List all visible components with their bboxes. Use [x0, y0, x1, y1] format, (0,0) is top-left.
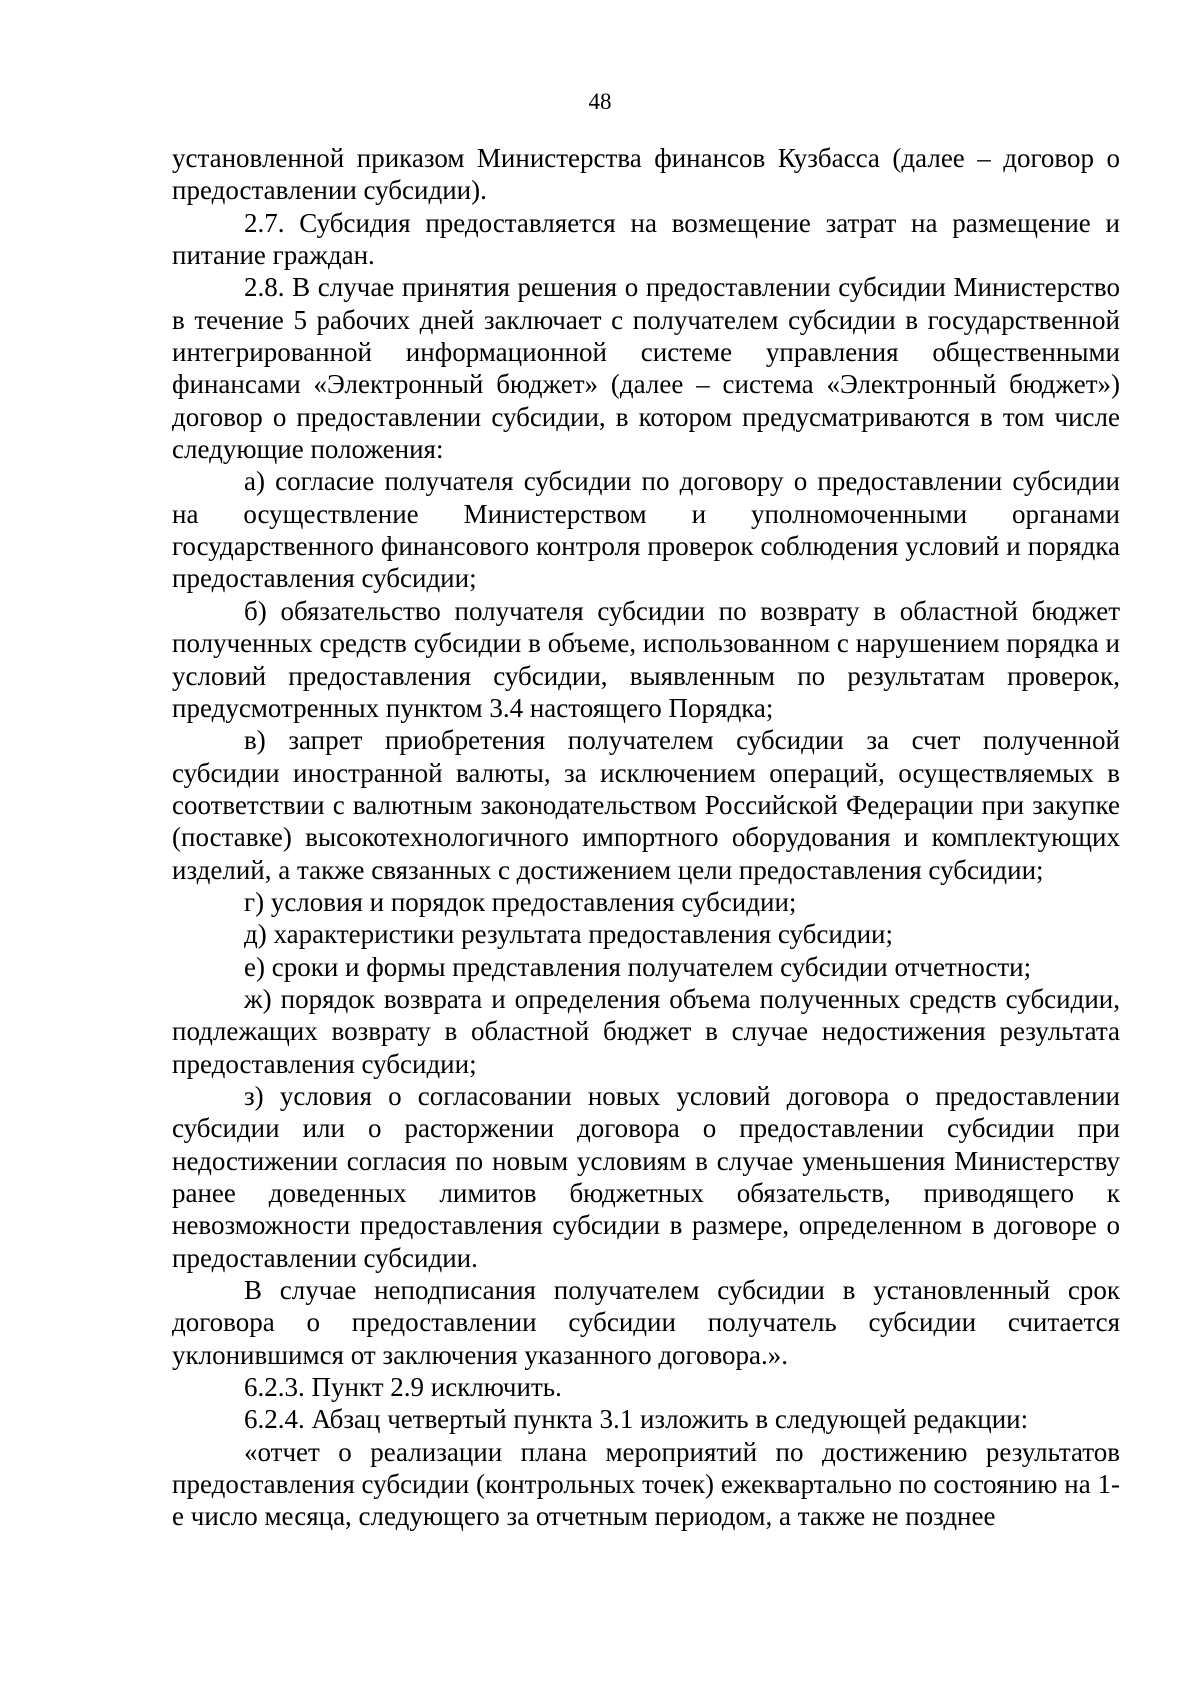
- paragraph-2-7: 2.7. Субсидия предоставляется на возмещение затрат на размещение и питание граждан.: [172, 207, 1120, 271]
- paragraph-item-g: г) условия и порядок предоставления субсидии;: [244, 886, 797, 917]
- paragraph-6-2-4: 6.2.4. Абзац четвертый пункта 3.1 изложить в следующей редакции:: [244, 1404, 1029, 1435]
- paragraph-6-2-3: 6.2.3. Пункт 2.9 исключить.: [244, 1372, 562, 1403]
- paragraph-item-z: з) условия о согласовании новых условий договора о предоставлении субсидии или о расторжении договора о предоставлении субсидии при недостижении согласия по новым условиям в случае уменьшения Министерству ранее доведенных лимитов бюджетных обязательств, приводящего к невозможности предоставления субсидии в размере, определенном в договоре о предоставлении субсидии.: [172, 1080, 1120, 1273]
- paragraph-item-e: е) сроки и формы представления получателем субсидии отчетности;: [244, 951, 1032, 982]
- paragraph-item-b: б) обязательство получателя субсидии по возврату в областной бюджет полученных средств субсидии в объеме, использованном с нарушением порядка и условий предоставления субсидии, выявленным по результатам проверок, предусмотренных пунктом 3.4 настоящего Порядка;: [172, 595, 1120, 723]
- paragraph-item-a: а) согласие получателя субсидии по договору о предоставлении субсидии на осуществление Министерством и уполномоченными органами государственного финансового контроля проверок соблюдения условий и порядка предоставления субсидии;: [172, 466, 1120, 594]
- page-number: 48: [588, 89, 612, 114]
- paragraph-item-v: в) запрет приобретения получателем субсидии за счет полученной субсидии иностранной валюты, за исключением операций, осуществляемых в соответствии с валютным законодательством Российской Федерации при закупке (поставке) высокотехнологичного импортного оборудования и комплектующих изделий, а также связанных с достижением цели предоставления субсидии;: [172, 725, 1120, 885]
- paragraph-quote-report: «отчет о реализации плана мероприятий по достижению результатов предоставления субсидии (контрольных точек) ежеквартально по состоянию на 1-е число месяца, следующего за отчетным периодом, а также не позднее: [172, 1436, 1120, 1532]
- paragraph-non-signing: В случае неподписания получателем субсидии в установленный срок договора о предоставлении субсидии получатель субсидии считается уклонившимся от заключения указанного договора.».: [172, 1275, 1120, 1370]
- paragraph-2-8: 2.8. В случае принятия решения о предоставлении субсидии Министерство в течение 5 рабочих дней заключает с получателем субсидии в государственной интегрированной информационной системе управления общественными финансами «Электронный бюджет» (далее – система «Электронный бюджет») договор о предоставлении субсидии, в котором предусматриваются в том числе следующие положения:: [172, 272, 1120, 465]
- paragraph-item-d: д) характеристики результата предоставления субсидии;: [244, 919, 893, 950]
- paragraph-item-zh: ж) порядок возврата и определения объема полученных средств субсидии, подлежащих возврату в областной бюджет в случае недостижения результата предоставления субсидии;: [172, 983, 1120, 1079]
- document-body: [172, 142, 1120, 1533]
- paragraph-continuation: установленной приказом Министерства финансов Кузбасса (далее – договор о предоставлении субсидии).: [172, 143, 1120, 206]
